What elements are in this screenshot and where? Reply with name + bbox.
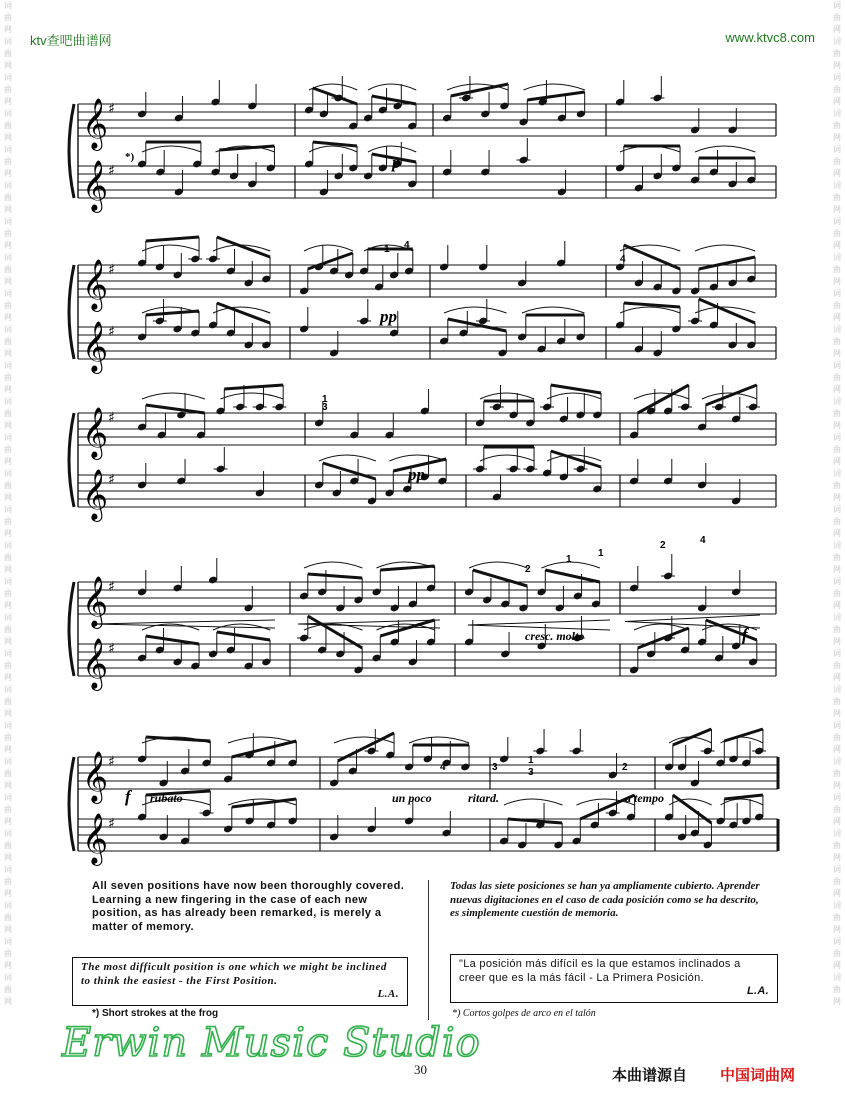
hairpin <box>92 620 275 624</box>
system-brace <box>69 757 74 851</box>
fingering-number: 4 <box>700 535 706 546</box>
slur <box>634 624 689 630</box>
slur <box>480 455 534 461</box>
slur <box>142 393 205 399</box>
expression-marking: ritard. <box>468 791 500 805</box>
slur <box>721 737 764 743</box>
treble-clef-icon: 𝄞 <box>82 407 109 458</box>
treble-clef-icon: 𝄞 <box>82 98 109 149</box>
header-site-name[interactable]: ktv查吧曲谱网 <box>30 33 112 48</box>
fingering-number: 2 <box>525 564 531 575</box>
treble-clef-icon: 𝄞 <box>82 813 109 864</box>
commentary-english: All seven positions have now been thoroughly covered. Learning a new fingering in the case of each new position, as has already been remarked, is merely a matter of memory. <box>92 880 405 933</box>
beam <box>527 92 584 100</box>
expression-marking: un poco <box>392 791 432 805</box>
slur <box>142 146 201 152</box>
quote-english-signature: L.A. <box>377 988 399 1000</box>
hairpin <box>468 620 610 625</box>
beam <box>380 566 434 570</box>
beam <box>146 311 199 315</box>
fingering-number: 1 <box>528 755 534 766</box>
dynamic-marking: pp <box>380 307 397 326</box>
hairpin <box>625 615 760 622</box>
sharp-icon: ♯ <box>108 641 115 657</box>
sharp-icon: ♯ <box>108 472 115 488</box>
dynamic-marking: f <box>742 625 748 644</box>
fingering-number: 1 <box>566 554 572 565</box>
beam <box>323 463 376 479</box>
slur <box>695 245 755 251</box>
studio-watermark: Erwin Music Studio <box>62 1020 481 1066</box>
expression-marking: a tempo <box>625 791 664 805</box>
fingering-number: 1 <box>322 394 328 405</box>
treble-clef-icon: 𝄞 <box>82 638 109 689</box>
beam <box>308 574 362 578</box>
fingering-number: 4 <box>620 254 626 265</box>
dynamic-marking: f <box>125 787 131 806</box>
column-divider <box>428 880 429 1020</box>
beam <box>706 620 757 640</box>
system-brace <box>69 265 74 359</box>
slur <box>695 146 755 152</box>
treble-clef-icon: 𝄞 <box>82 160 109 211</box>
sharp-icon: ♯ <box>108 262 115 278</box>
footnote-spanish: *) Cortos golpes de arco en el talón <box>452 1008 596 1019</box>
beam <box>217 303 270 323</box>
beam <box>232 741 296 757</box>
sharp-icon: ♯ <box>108 579 115 595</box>
beam <box>232 799 296 807</box>
slur <box>524 84 585 90</box>
dynamic-marking: p <box>392 153 401 172</box>
beam <box>699 299 755 323</box>
quote-box-english <box>72 957 408 1006</box>
treble-clef-icon: 𝄞 <box>82 259 109 310</box>
beam <box>146 405 205 413</box>
fingering-number: 4 <box>404 240 410 251</box>
sharp-icon: ♯ <box>108 163 115 179</box>
dynamic-marking: pp <box>408 465 425 484</box>
fingering-number: 4 <box>440 762 446 773</box>
slur <box>522 307 585 313</box>
sharp-icon: ♯ <box>108 754 115 770</box>
slur <box>444 307 507 313</box>
source-credit-site[interactable]: 中国词曲网 <box>720 1066 796 1084</box>
fingering-number: 1 <box>384 244 390 255</box>
sharp-icon: ♯ <box>108 410 115 426</box>
beam <box>224 385 283 389</box>
beam <box>146 636 199 644</box>
fingering-number: 3 <box>528 767 534 778</box>
beam <box>146 237 199 241</box>
fingering-number: 3 <box>322 402 328 413</box>
beam <box>508 819 562 823</box>
sharp-icon: ♯ <box>108 101 115 117</box>
system-brace <box>69 413 74 507</box>
sharp-icon: ♯ <box>108 324 115 340</box>
expression-marking: cresc. molto <box>525 629 585 643</box>
slur <box>319 455 376 461</box>
slur <box>309 146 357 152</box>
fingering-number: 3 <box>492 762 498 773</box>
beam <box>699 257 755 269</box>
slur <box>469 562 527 568</box>
beam <box>724 795 763 799</box>
treble-clef-icon: 𝄞 <box>82 469 109 520</box>
footnote-mark: *) <box>125 151 135 163</box>
beam <box>638 628 689 648</box>
slur <box>669 799 712 805</box>
side-watermark-right: 词曲网词曲网词曲网词曲网词曲网词曲网词曲网词曲网词曲网词曲网词曲网词曲网词曲网词曲网词曲网词曲网词曲网词曲网词曲网词曲网词曲网词曲网词曲网词曲网词曲网词曲网词曲网词曲网 <box>833 1 841 1006</box>
slur <box>620 307 680 313</box>
slur <box>547 393 601 399</box>
beam <box>624 303 680 307</box>
sharp-icon: ♯ <box>108 816 115 832</box>
treble-clef-icon: 𝄞 <box>82 321 109 372</box>
side-watermark-left: 词曲网词曲网词曲网词曲网词曲网词曲网词曲网词曲网词曲网词曲网词曲网词曲网词曲网词曲网词曲网词曲网词曲网词曲网词曲网词曲网词曲网词曲网词曲网词曲网词曲网词曲网词曲网词曲网 <box>4 1 12 1006</box>
beam <box>308 616 362 648</box>
system-brace <box>69 104 74 198</box>
expression-marking: rubato <box>150 791 183 805</box>
beam <box>638 385 689 413</box>
commentary-spanish: Todas las siete posiciones se han ya ampliamente cubierto. Aprender nuevas digitaciones en el caso de cada posición como se ha descrito, es simplemente cuestión de memoria. <box>450 880 760 919</box>
beam <box>313 142 357 146</box>
beam <box>545 570 599 582</box>
treble-clef-icon: 𝄞 <box>82 576 109 627</box>
slur <box>142 245 199 251</box>
slur <box>368 84 416 90</box>
slur <box>480 393 534 399</box>
fingering-number: 1 <box>598 548 604 559</box>
slur <box>221 393 284 399</box>
source-credit-label: 本曲谱源自 <box>612 1066 688 1084</box>
header-site-url[interactable]: www.ktvc8.com <box>725 30 815 45</box>
beam <box>724 729 763 741</box>
slur <box>504 799 562 805</box>
footnote-english: *) Short strokes at the frog <box>92 1008 219 1019</box>
quote-spanish-text: "La posición más difícil es la que estamos inclinados a creer que es la más fácil - La Primera Posición. <box>459 958 741 984</box>
beam <box>473 570 527 586</box>
slur <box>634 393 689 399</box>
system-brace <box>69 582 74 676</box>
beam <box>372 96 416 104</box>
slur <box>368 146 416 152</box>
beam <box>217 632 270 640</box>
beam <box>313 88 357 104</box>
beam <box>551 451 601 467</box>
slur <box>304 562 362 568</box>
beam <box>551 385 601 393</box>
beam <box>308 253 353 269</box>
slur <box>304 245 353 251</box>
treble-clef-icon: 𝄞 <box>82 751 109 802</box>
fingering-number: 2 <box>622 762 628 773</box>
quote-spanish-signature: L.A. <box>747 985 769 997</box>
fingering-number: 2 <box>660 540 666 551</box>
quote-box-spanish <box>450 954 778 1003</box>
quote-english-text: The most difficult position is one which we might be inclined to think the easiest - the First Position. <box>81 961 387 987</box>
page-number: 30 <box>414 1062 427 1077</box>
slur <box>409 737 469 743</box>
